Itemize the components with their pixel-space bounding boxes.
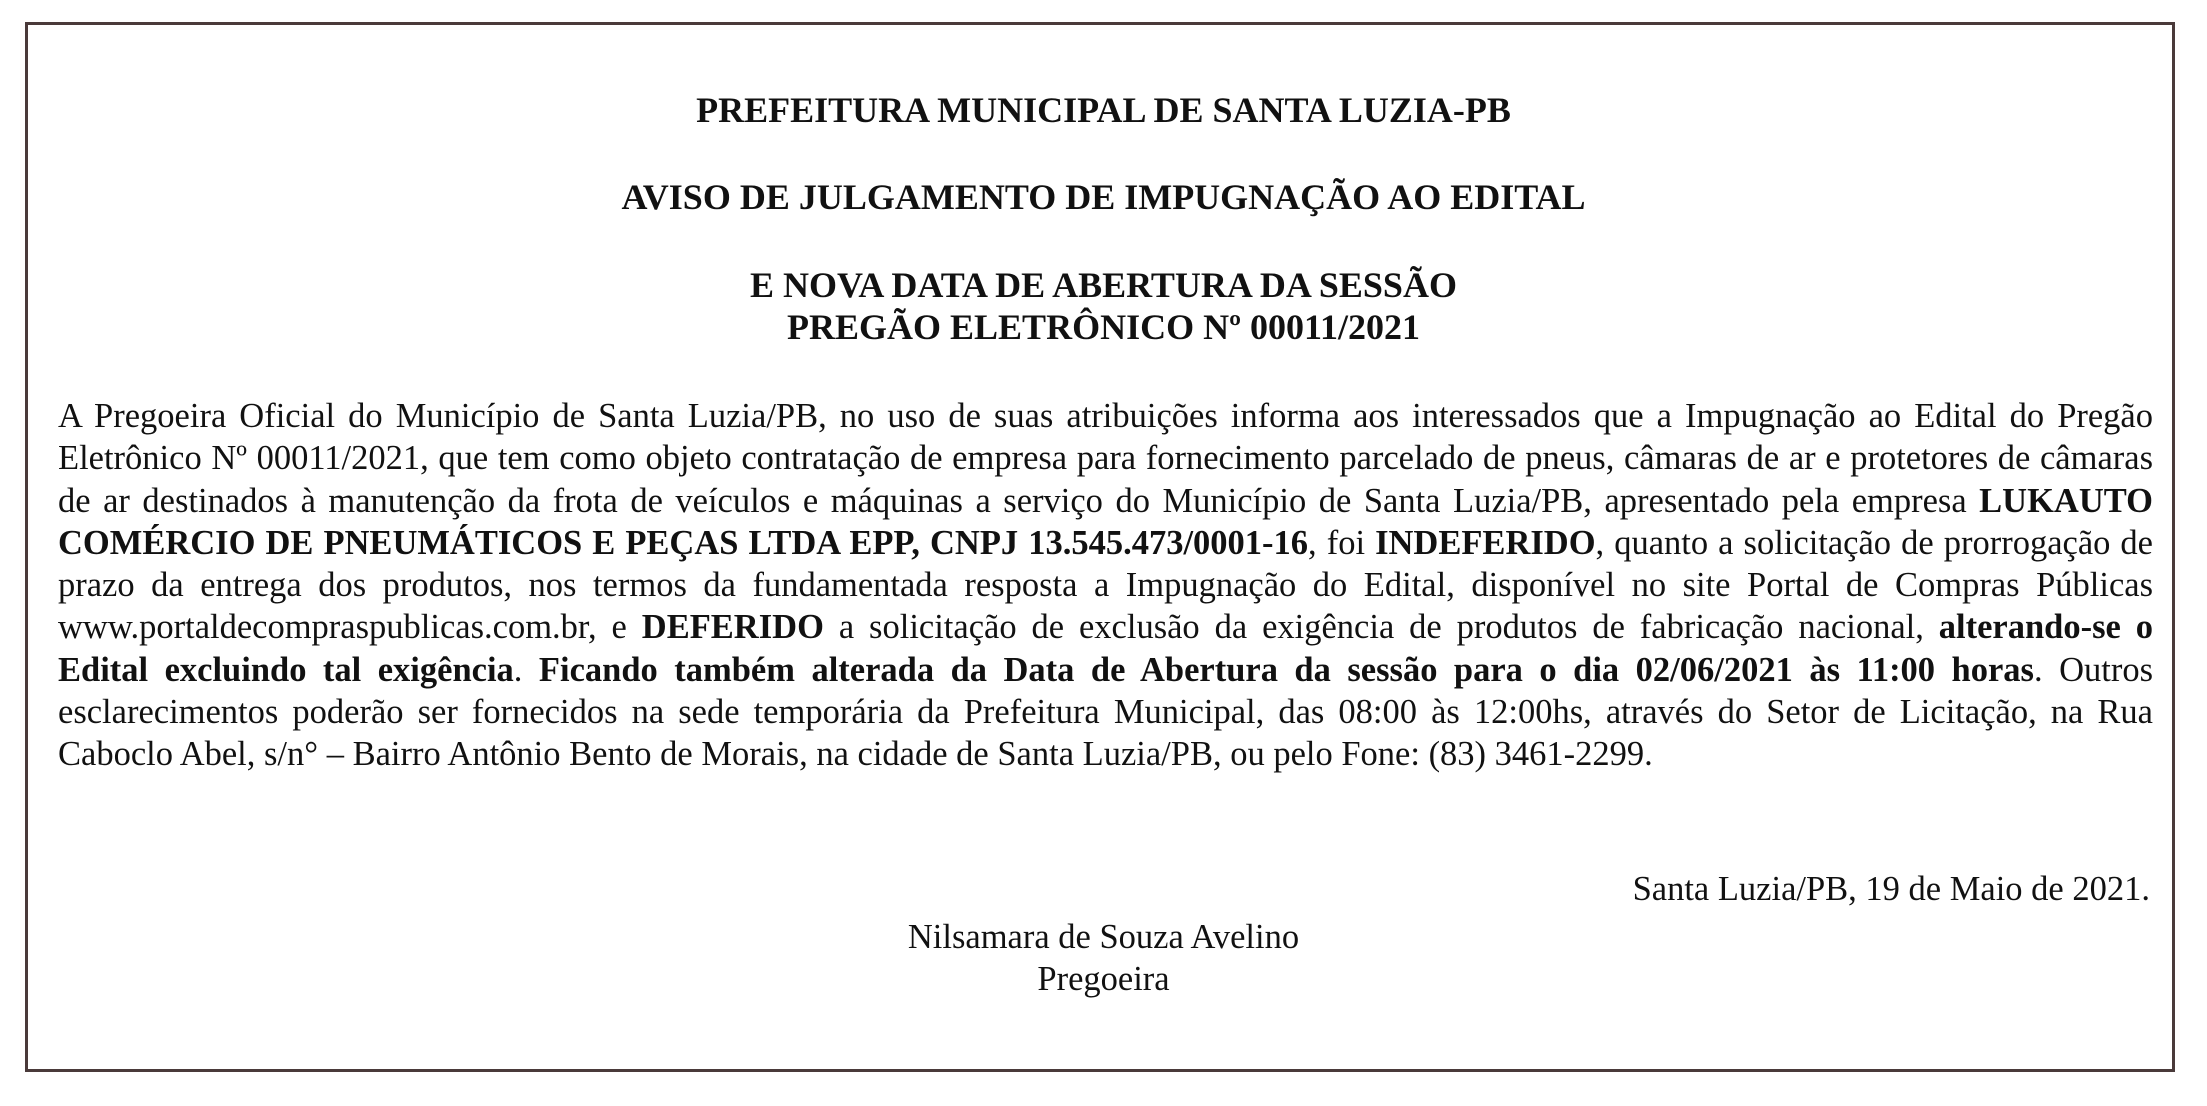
body-text-5: . [513, 650, 539, 689]
company-name: LUKAUTO COMÉRCIO DE PNEUMÁTICOS E PEÇAS LTDA EPP, CNPJ 13.545.473/0001-16 [58, 481, 2153, 562]
notice-subtitle: E NOVA DATA DE ABERTURA DA SESSÃO [750, 265, 1457, 305]
body-text-4: a solicitação de exclusão da exigência de produtos de fabricação nacional, [823, 608, 1939, 647]
municipality-title: PREFEITURA MUNICIPAL DE SANTA LUZIA-PB [696, 90, 1511, 130]
notice-body [58, 395, 2153, 776]
edital-change: alterando-se o Edital excluindo tal exigência [58, 608, 2153, 689]
body-text-1: A Pregoeira Oficial do Município de Santa Luzia/PB, no uso de suas atribuições informa aos interessados que a Impugnação ao Edital do Pregão Eletrônico Nº 00011/2021, que tem como objeto contratação de empresa para fornecimento parcelado de pneus, câmaras de ar e protetores de câmaras de ar destinados à manutenção da frota de veículos e máquinas a serviço do Município de Santa Luzia/PB, apresentado pela empresa [58, 397, 2153, 520]
decision-indeferido: INDEFERIDO [1375, 523, 1596, 562]
signer-name: Nilsamara de Souza Avelino [907, 918, 1300, 956]
body-text-3: , quanto a solicitação de prorrogação de prazo da entrega dos produtos, nos termos da fundamentada resposta a Impugnação do Edital, disponível no site Portal de Compras Públicas www.portaldecompraspublicas.com.br, e [58, 523, 2153, 647]
new-session-date: Ficando também alterada da Data de Abertura da sessão para o dia 02/06/2021 às 11:00 horas [538, 650, 2034, 689]
auction-number: PREGÃO ELETRÔNICO Nº 00011/2021 [787, 307, 1420, 347]
decision-deferido: DEFERIDO [641, 608, 824, 647]
signer-role: Pregoeira [1037, 960, 1170, 998]
body-text-2: , foi [1308, 523, 1376, 562]
notice-title: AVISO DE JULGAMENTO DE IMPUGNAÇÃO AO EDITAL [621, 177, 1586, 217]
place-and-date: Santa Luzia/PB, 19 de Maio de 2021. [1632, 870, 2150, 908]
body-text-6: . Outros esclarecimentos poderão ser fornecidos na sede temporária da Prefeitura Municipal, das 08:00 às 12:00hs, através do Setor de Licitação, na Rua Caboclo Abel, s/n° – Bairro Antônio Bento de Morais, na cidade de Santa Luzia/PB, ou pelo Fone: (83) 3461-2299. [58, 650, 2154, 774]
